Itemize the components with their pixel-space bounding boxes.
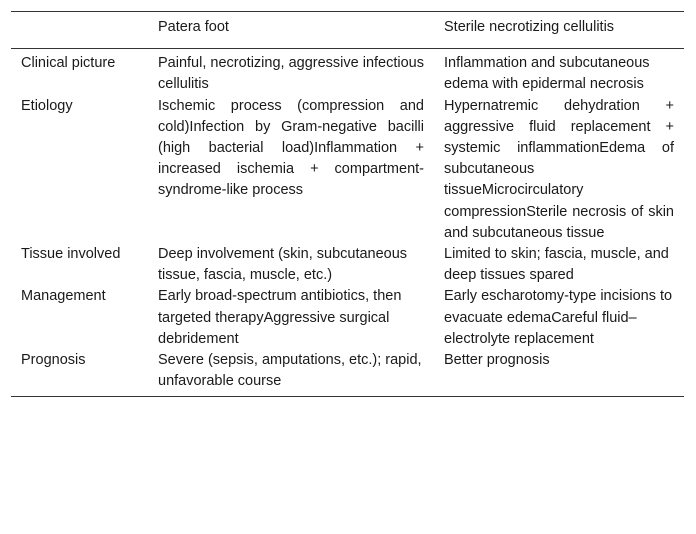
header-row	[11, 12, 684, 49]
row-label: Prognosis	[11, 350, 148, 397]
row-label: Management	[21, 288, 106, 305]
table-row	[11, 350, 684, 397]
table-row	[11, 286, 684, 350]
patera-foot-cell: Severe (sepsis, amputations, etc.); rapid, unfavorable course	[148, 350, 434, 397]
patera-foot-cell: Early broad-spectrum antibiotics, then targeted therapyAggressive surgical debridement	[158, 288, 402, 347]
table-row	[11, 96, 684, 244]
sterile-cellulitis-cell: Early escharotomy-type incisions to evacuate edemaCareful fluid–electrolyte replacement	[444, 288, 673, 347]
table-row	[11, 49, 684, 96]
header-cell-empty	[11, 12, 148, 49]
sterile-cellulitis-cell: Better prognosis	[434, 350, 684, 397]
sterile-cellulitis-cell: Inflammation and subcutaneous edema with epidermal necrosis	[444, 55, 650, 93]
sterile-cellulitis-cell: Hypernatremic dehydration + aggressive fluid replacement + systemic inflammationEdema of subcutaneous tissueMicrocirculatory compressionSterile necrosis of skin and subcutaneous tissue	[444, 97, 674, 241]
patera-foot-cell: Painful, necrotizing, aggressive infectious cellulitis	[158, 55, 424, 93]
sterile-cellulitis-cell: Limited to skin; fascia, muscle, and deep tissues spared	[444, 246, 669, 284]
header-cell-sterile-necrotizing-cellulitis: Sterile necrotizing cellulitis	[434, 12, 684, 49]
table-row	[11, 244, 684, 286]
patera-foot-cell: Ischemic process (compression and cold)Infection by Gram-negative bacilli (high bacterial load)Inflammation + increased ischemia + compartment-syndrome-like process	[158, 97, 424, 199]
header-cell-patera-foot: Patera foot	[148, 12, 434, 49]
comparison-table	[11, 11, 684, 397]
table-header	[11, 12, 684, 49]
row-label: Etiology	[21, 97, 73, 114]
row-label: Tissue involved	[21, 246, 121, 263]
patera-foot-cell: Deep involvement (skin, subcutaneous tissue, fascia, muscle, etc.)	[158, 246, 408, 284]
table-body	[11, 49, 684, 397]
row-label: Clinical picture	[21, 55, 116, 72]
